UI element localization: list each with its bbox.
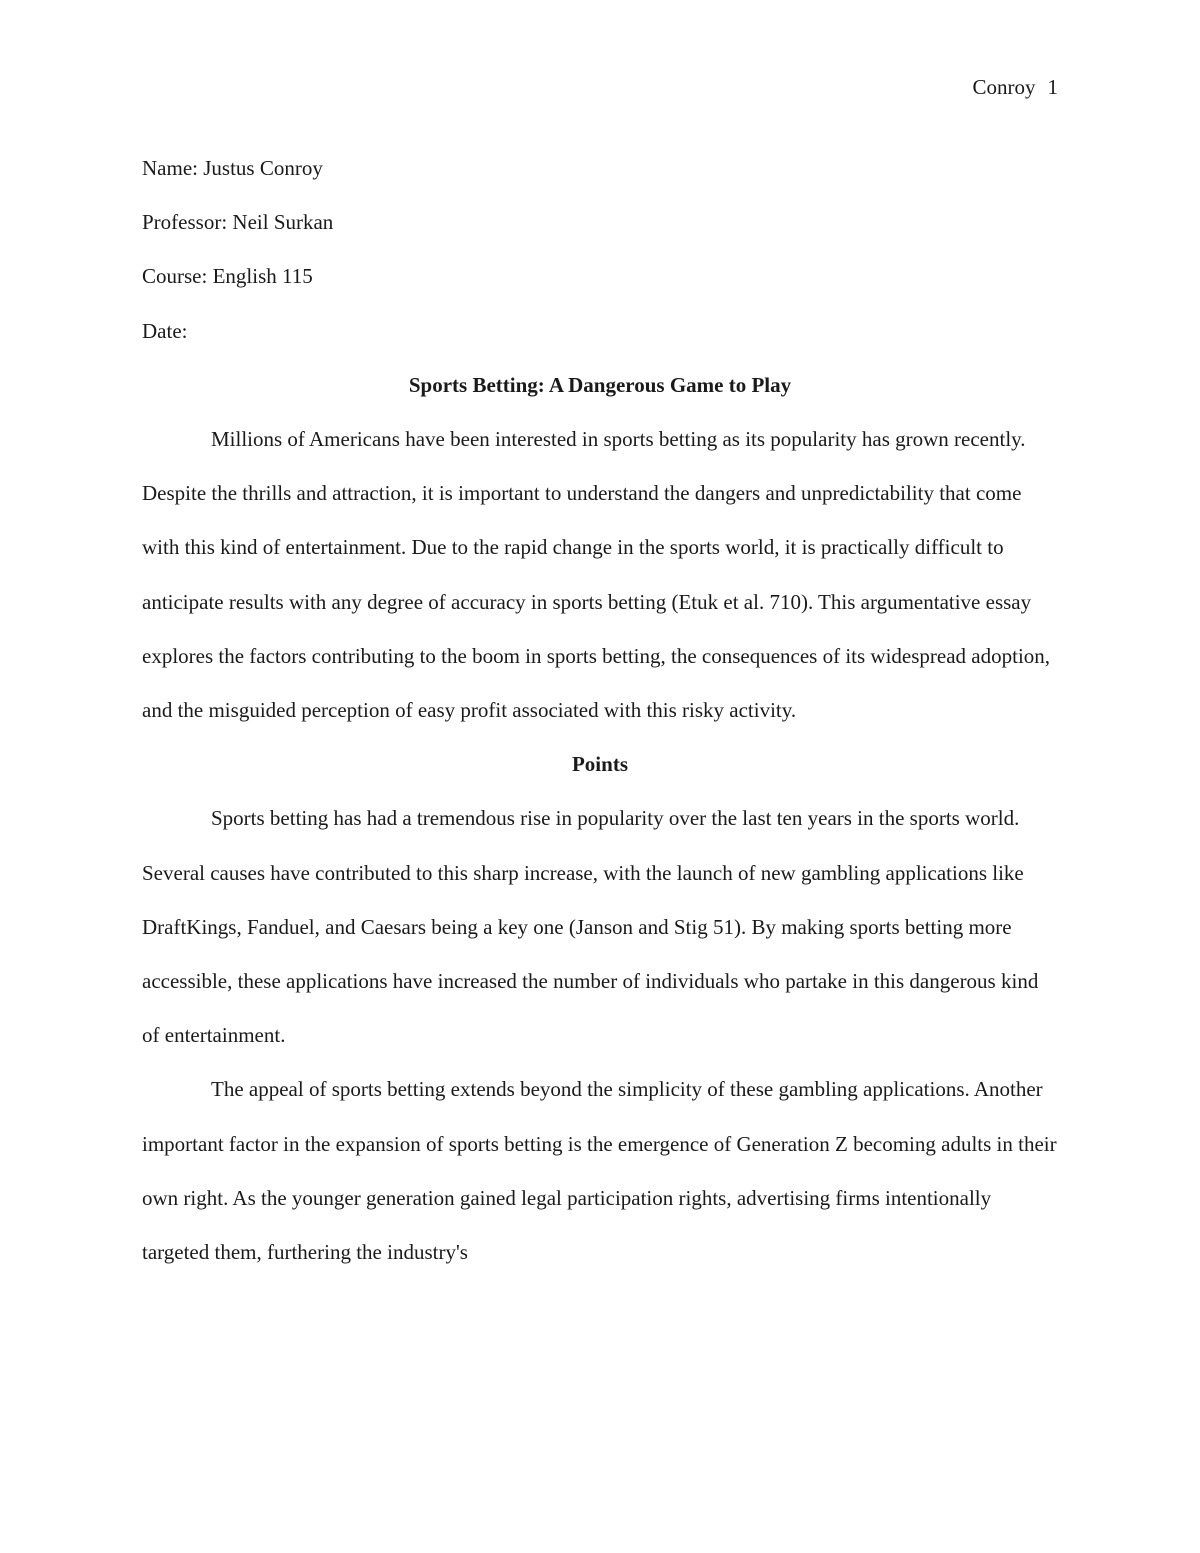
points-paragraph-2: The appeal of sports betting extends beyond the simplicity of these gambling applications. Another important factor in the expansion of sports betting is the emergence of Generation Z becoming adults in their own right. As the younger generation gained legal participation rights, advertising firms intentionally targeted them, furthering the industry's	[142, 1077, 1057, 1265]
intro-paragraph: Millions of Americans have been interested in sports betting as its popularity has grown recently. Despite the thrills and attraction, it is important to understand the dangers and unpredictability that come with this kind of entertainment. Due to the rapid change in the sports world, it is practically difficult to anticipate results with any degree of accuracy in sports betting (Etuk et al. 710). This argumentative essay explores the factors contributing to the boom in sports betting, the consequences of its widespread adoption, and the misguided perception of easy profit associated with this risky activity.	[142, 427, 1051, 723]
course-line: Course: English 115	[142, 264, 313, 289]
header-author-surname: Conroy	[972, 75, 1036, 99]
document-body	[142, 141, 1058, 1279]
professor-line: Professor: Neil Surkan	[142, 210, 334, 235]
header-page-number: 1	[1047, 75, 1058, 99]
date-line: Date:	[142, 318, 188, 343]
points-paragraph-1: Sports betting has had a tremendous rise in popularity over the last ten years in the sports world. Several causes have contributed to this sharp increase, with the launch of new gambling applications like DraftKings, Fanduel, and Caesars being a key one (Janson and Stig 51). By making sports betting more accessible, these applications have increased the number of individuals who partake in this dangerous kind of entertainment.	[142, 806, 1039, 1048]
section-heading-points: Points	[571, 752, 628, 777]
running-header	[973, 72, 1059, 102]
essay-title: Sports Betting: A Dangerous Game to Play	[408, 372, 792, 397]
name-line: Name: Justus Conroy	[142, 156, 323, 180]
